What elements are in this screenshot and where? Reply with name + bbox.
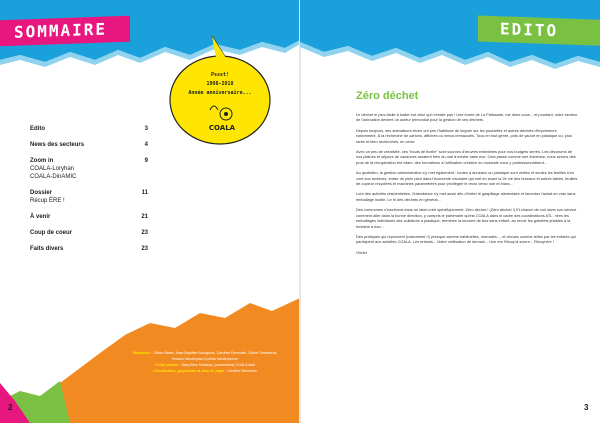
toc-item-zoom[interactable]: Zoom in 9 (30, 158, 148, 164)
bubble-line-1: Pssst! (210, 72, 230, 78)
logo-text: COALA (208, 124, 236, 132)
speech-bubble (160, 30, 280, 150)
toc-item-a-venir[interactable]: À venir 21 (30, 214, 148, 220)
toc-item-news[interactable]: News des secteurs 4 (30, 142, 148, 148)
article-body (356, 112, 578, 260)
article-paragraph: Des communes s'inscrivent dans un label créé spécifiquement. Zéro déchet ! (Zéro déchet !) Et chacun de voir dans son service comment aller dans la bonne direction, y compris le partenaire qu'est COALA dans le cadre des coordinations ATL : tires les emballages individuels des collations à plastique, terminée la tournée de bus sans enfant, au revoir les gobelets jetables à la fontaine à eau... (356, 207, 577, 229)
credit-line: Coordination, graphisme et mise en page : Caroline Demoulin (153, 369, 257, 373)
article-paragraph: Lors des activités résidentielles, l'intendance s'y met aussi afin d'éviter le gaspillage alimentaire et favoriser l'achat en vrac sans emballage inutile. Le tri des déchets en général... (356, 191, 576, 202)
article-signature: Olivier (356, 249, 368, 255)
article-title: Zéro déchet (356, 90, 419, 102)
credit-line: Rédaction : Olivier Baser, Jean-Baptiste Bourgeois, Caroline Demoulin, Olivier Déseleens, (132, 351, 278, 355)
credit-line: Crédit photos : Mary Bien Crabeau, (coursefans) COALA asbl (154, 363, 256, 367)
bubble-line-3: Année anniversaire... (188, 90, 252, 96)
table-of-contents (30, 126, 148, 253)
toc-item-edito[interactable]: Edito 3 (30, 126, 148, 132)
credits-block (120, 350, 290, 374)
toc-sub-item: Récup ÈRE ! (30, 198, 65, 204)
toc-item-coup-de-coeur[interactable]: Coup de coeur 23 (30, 230, 148, 236)
toc-sub-item: COALA-DinAMIC (30, 174, 77, 180)
page-number-right: 3 (584, 403, 589, 412)
article-paragraph: Au quotidien, la gestion administrative s'y met également : toutes à anneaux ou plastique sont vidées et seules les feuilles s'en vont aux archives, entrer de plein pied dans l'économie circulaire qui met en avant la 2e vie des bureaux et autres tables, feuilles de copieur recyclées et machines paramétrées pour privilégier le recto verso noir et blanc... (356, 170, 578, 187)
article-paragraph: Le déchet le plus facile à traiter est celui qui n'existe pas ! Une forme de La Palissade, me direz-vous... et pourtant, notre secteur de l'animation devient un acteur primordial pour la gestion de ces déchets. (356, 112, 578, 123)
sommaire-banner: SOMMAIRE (0, 16, 130, 47)
article-paragraph: Avec un peu de créativité, ces "bouts de ficelle" sont sources d'œuvres enfantines pour nos budgets serrés. Les décorums de nos plaines et séjours de vacances auraient bien du mal à exister sans eux. Cela passe comme une évidence, nous serons des pros de la récupération est vitam, des formations à l'utilisation créative ou musicale nous y professionnalisent... (356, 149, 576, 165)
toc-item-dossier[interactable]: Dossier 11 (30, 190, 148, 196)
toc-sub-item: COALA-Loryhan (30, 166, 75, 172)
credit-line: Vincent Vanderplas,Cynthia Vanderperren (171, 357, 239, 361)
article-paragraph: Des pratiques qui répondent (raisonnent !!) presque comme habituelles, normales..., et vécues comme telles par les enfants qui participent aux activités COALA. Les enfants... Notre civilisation de demain... Une ère Récup'à suivre... Récup'ère ! (356, 233, 576, 245)
bubble-line-2: 1998-2018 (206, 81, 234, 87)
article-paragraph: Depuis toujours, ses animateurs-trices ont pris l'habitude de lorgner sur les poubelles et autres déchets d'imprimeurs notamment. À la recherche de cartons, affiches ou venus immaculés. Tous en tout genre, pots de yaourt en plastique ou, plus rares et bien recherchés, en verre. (356, 127, 572, 144)
page-number-left: 2 (8, 403, 13, 412)
toc-item-faits-divers[interactable]: Faits divers 23 (30, 246, 148, 252)
edito-banner: EDITO (478, 15, 600, 46)
